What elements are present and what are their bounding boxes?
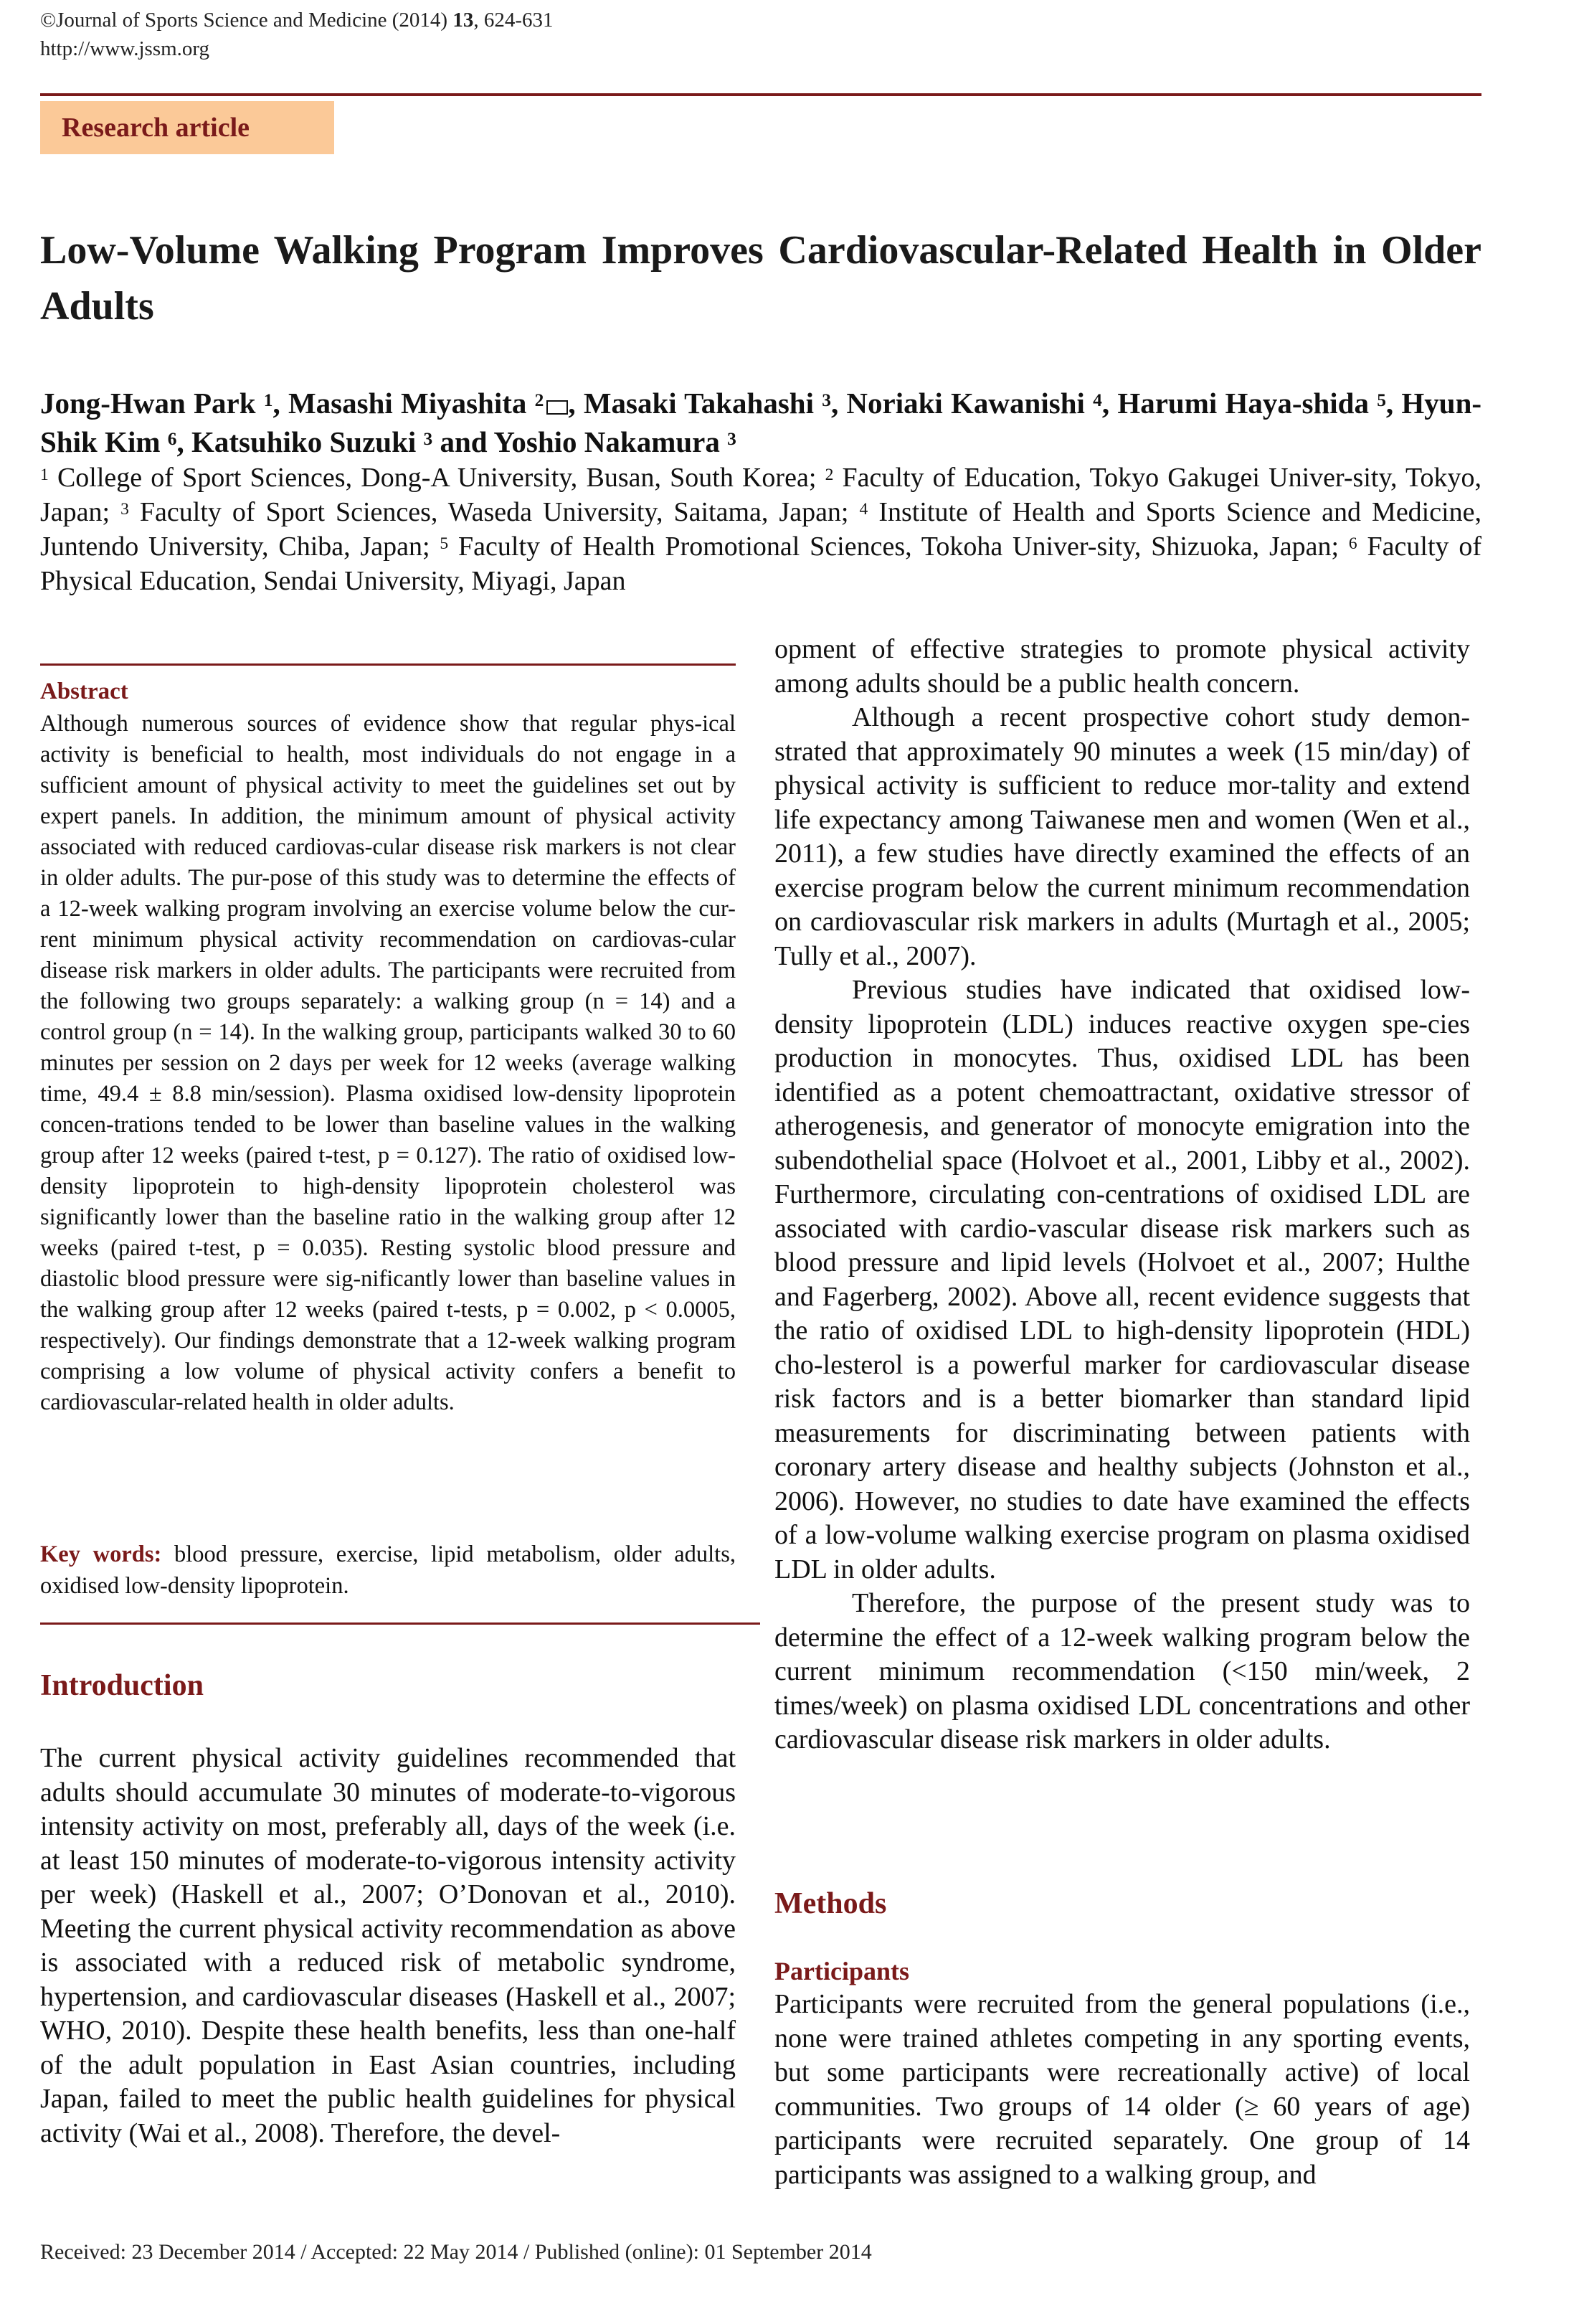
abstract-heading: Abstract [40, 679, 128, 704]
affiliation-list: $^1$ College of Sport Sciences, Dong-A University, Busan, South Korea; $^2$ Faculty of Education, Tokyo Gakugei Univer-sity, Tokyo, Japan; $^3$ Faculty of Sport Sciences, Waseda University, Saitama, Japan; $^4$ Institute of Health and Sports Science and Medicine, Juntendo University, Chiba, Japan; $^5$ Faculty of Health Promotional Sciences, Tokoha Univer-sity, Shizuoka, Japan; $^6$ Faculty of Physical Education, Sendai University, Miyagi, Japan [40, 463, 1482, 596]
article-title: Low-Volume Walking Program Improves Cardiovascular-Related Health in Older Adults [40, 228, 1481, 329]
author-name: Noriaki Kawanishi [846, 387, 1085, 420]
paragraph: Although a recent prospective cohort study demon-strated that approximately 90 minutes a week (15 min/day) of physical activity is sufficient to reduce mor-tality and extend life expectancy among Taiwanese men and women (Wen et al., 2011), a few studies have directly examined the effects of an exercise program below the current minimum recommendation on cardiovascular risk markers in adults (Murtagh et al., 2005; Tully et al., 2007). [774, 702, 1470, 971]
paragraph: Previous studies have indicated that oxidised low-density lipoprotein (LDL) induces reactive oxygen spe-cies production in monocytes. Thus, oxidised LDL has been identified as a potent chemoattractant, oxidative stressor of atherogenesis, and generator of monocyte emigration into the subendothelial space (Holvoet et al., 2001, Libby et al., 2002). Furthermore, circulating con-centrations of oxidised LDL are associated with cardio-vascular disease risk markers such as blood pressure and lipid levels (Holvoet et al., 2007; Hulthe and Fagerberg, 2002). Above all, recent evidence suggests that the ratio of oxidised LDL to high-density lipoprotein (HDL) cho-lesterol is a powerful marker for cardiovascular disease risk factors and is a better biomarker than standard lipid measurements for discriminating between patients with coronary artery disease and healthy subjects (Johnston et al., 2006). However, no studies to date have examined the effects of a low-volume walking exercise program on plasma oxidised LDL in older adults. [774, 975, 1470, 1584]
author-name: Harumi Haya-shida [1117, 387, 1369, 420]
publication-dates: Received: 23 December 2014 / Accepted: 22 May 2014 / Published (online): 01 September 2014 [40, 2240, 872, 2264]
abstract-top-rule [40, 663, 736, 666]
right-column [774, 633, 1470, 1757]
keywords-text: blood pressure, exercise, lipid metabolism, older adults, oxidised low-density lipoprotein. [40, 1541, 736, 1599]
author-list: Jong-Hwan Park $^1$, Masashi Miyashita $^2$ , Masaki Takahashi $^3$, Noriaki Kawanishi $^4$, Harumi Haya-shida $^5$, Hyun-Shik Kim $^6$, Katsuhiko Suzuki $^3$ and Yoshio Nakamura $^3$ [40, 387, 1482, 458]
envelope-icon[interactable] [546, 400, 568, 415]
methods-heading: Methods [774, 1887, 887, 1920]
author-name: Jong-Hwan Park [40, 387, 256, 420]
introduction-left-text: The current physical activity guidelines recommended that adults should accumulate 30 minutes of moderate-to-vigorous intensity activity on most, preferably all, days of the week (i.e. at least 150 minutes of moderate-to-vigorous intensity activity per week) (Haskell et al., 2007; O’Donovan et al., 2010). Meeting the current physical activity recommendation as above is associated with a reduced risk of metabolic syndrome, hypertension, and cardiovascular diseases (Haskell et al., 2007; WHO, 2010). Despite these health benefits, less than one-half of the adult population in East Asian countries, including Japan, failed to meet the public health guidelines for physical activity (Wai et al., 2008). Therefore, the devel- [40, 1743, 736, 2148]
article-type-badge: Research article [40, 101, 334, 154]
author-name: Hyun-Shik Kim [40, 387, 1482, 458]
journal-url[interactable]: http://www.jssm.org [40, 37, 210, 60]
author-name: Masashi Miyashita [288, 387, 527, 420]
paragraph: Therefore, the purpose of the present study was to determine the effect of a 12-week walking program below the current minimum recommendation (<150 min/week, 2 times/week) on plasma oxidised LDL concentrations and other cardiovascular disease risk markers in older adults. [774, 1588, 1470, 1754]
author-name: Masaki Takahashi [583, 387, 814, 420]
keywords-label: Key words: [40, 1541, 162, 1567]
participants-subheading: Participants [774, 1957, 909, 1985]
header-rule [40, 93, 1481, 96]
methods-participants-text: Participants were recruited from the general populations (i.e., none were trained athletes competing in any sporting events, but some participants were recreationally active) of local communities. Two groups of 14 older (≥ 60 years of age) participants were recruited separately. One group of 14 participants was assigned to a walking group, and [774, 1989, 1470, 2190]
journal-citation: ©Journal of Sports Science and Medicine (2014) 13, 624-631 [40, 9, 554, 32]
abstract-text: Although numerous sources of evidence show that regular phys-ical activity is beneficial to health, most individuals do not engage in a sufficient amount of physical activity to meet the guidelines set out by expert panels. In addition, the minimum amount of physical activity associated with reduced cardiovas-cular disease risk markers is not clear in older adults. The pur-pose of this study was to determine the effects of a 12-week walking program involving an exercise volume below the cur-rent minimum physical activity recommendation on cardiovas-cular disease risk markers in older adults. The participants were recruited from the following two groups separately: a walking group (n = 14) and a control group (n = 14). In the walking group, participants walked 30 to 60 minutes per session on 2 days per week for 12 weeks (average walking time, 49.4 ± 8.8 min/session). Plasma oxidised low-density lipoprotein concen-trations tended to be lower than baseline values in the walking group after 12 weeks (paired t-test, p = 0.127). The ratio of oxidised low-density lipoprotein to high-density lipoprotein cholesterol was significantly lower than the baseline ratio in the walking group after 12 weeks (paired t-test, p = 0.035). Resting systolic blood pressure and diastolic blood pressure were sig-nificantly lower than baseline values in the walking group after 12 weeks (paired t-tests, p = 0.002, p < 0.0005, respectively). Our findings demonstrate that a 12-week walking program comprising a low volume of physical activity confers a benefit to cardiovascular-related health in older adults. [40, 711, 736, 1415]
introduction-heading: Introduction [40, 1669, 204, 1702]
keywords [40, 1539, 736, 1602]
abstract-bottom-rule [40, 1622, 760, 1625]
paragraph: opment of effective strategies to promote physical activity among adults should be a public health concern. [774, 634, 1470, 699]
author-name: Yoshio Nakamura [493, 425, 720, 458]
author-name: Katsuhiko Suzuki [191, 425, 417, 458]
